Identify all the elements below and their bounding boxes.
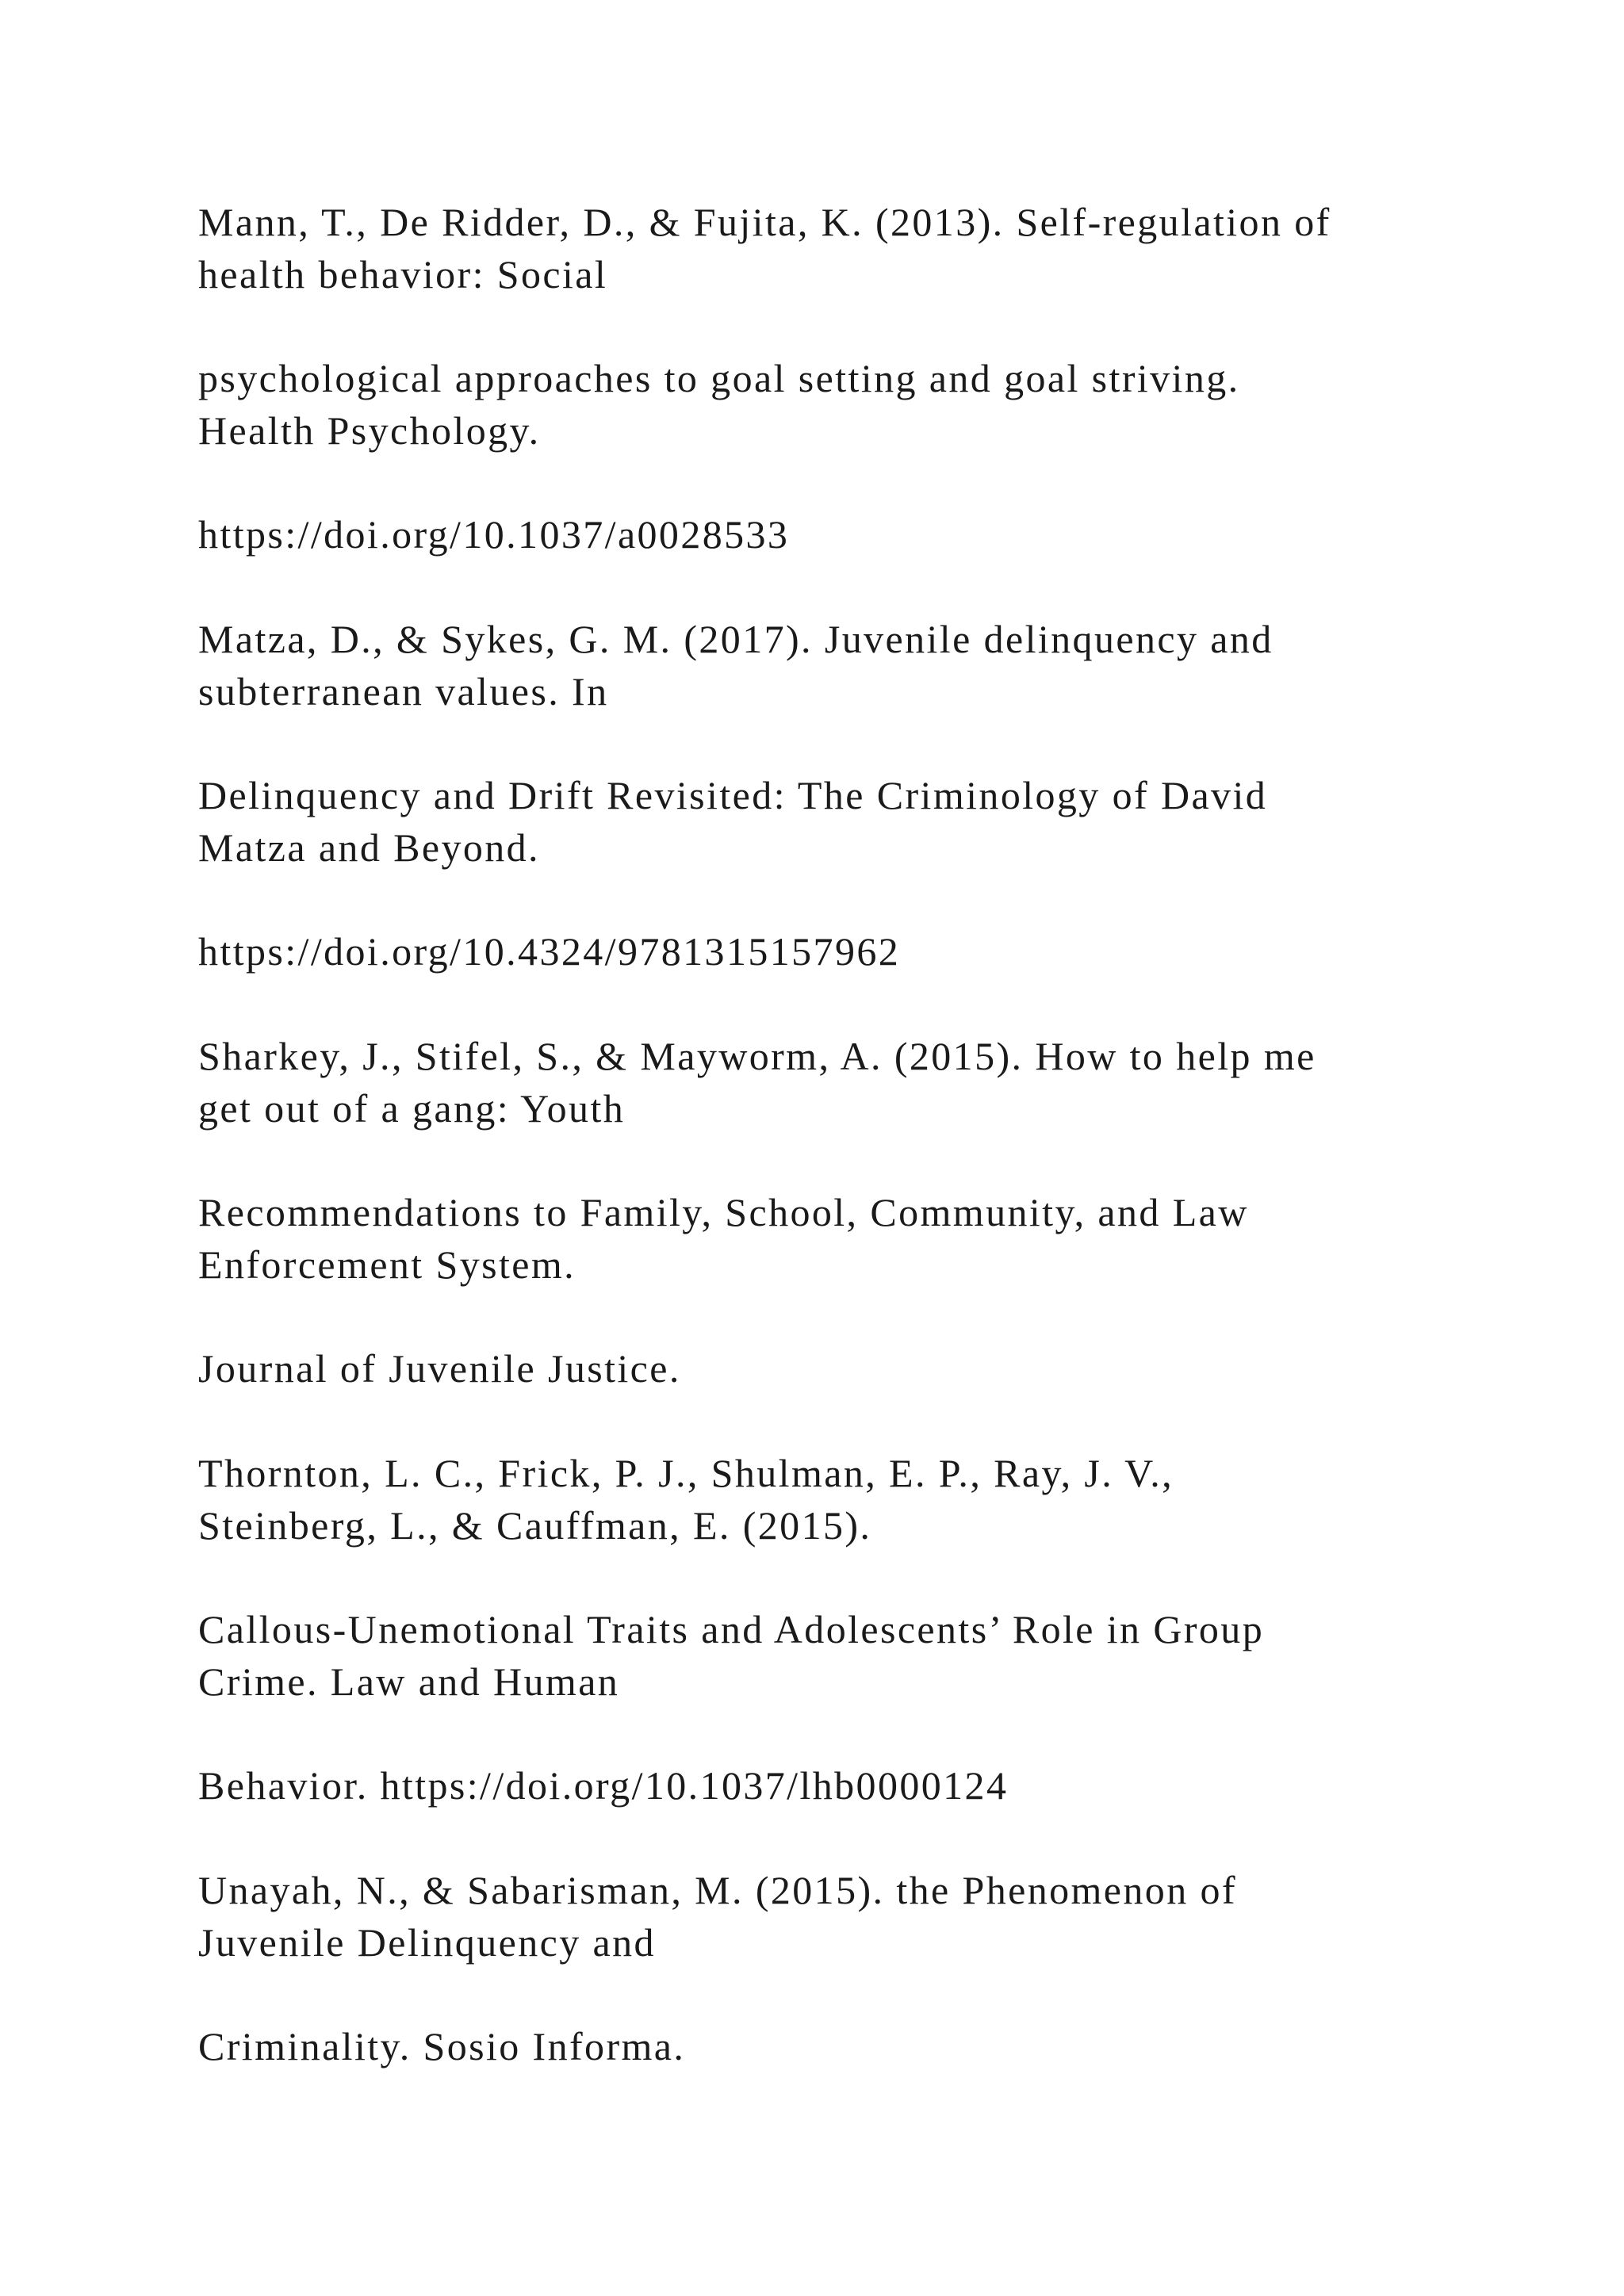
reference-unayah-part2 — [198, 2020, 1499, 2072]
reference-sharkey-part2 — [198, 1186, 1499, 1291]
text-line: Crime. Law and Human — [198, 1659, 620, 1704]
text-line: Callous-Unemotional Traits and Adolescents’ Role in Group — [198, 1607, 1265, 1651]
text-line: Delinquency and Drift Revisited: The Criminology of David — [198, 773, 1268, 817]
reference-mann-part2 — [198, 352, 1499, 457]
text-line: Behavior. https://doi.org/10.1037/lhb0000124 — [198, 1763, 1009, 1808]
text-line: https://doi.org/10.4324/9781315157962 — [198, 929, 901, 974]
reference-matza-doi — [198, 925, 1499, 978]
text-line: subterranean values. In — [198, 669, 609, 714]
text-line: Journal of Juvenile Justice. — [198, 1346, 681, 1391]
text-line: Health Psychology. — [198, 408, 541, 453]
text-line: Steinberg, L., & Cauffman, E. (2015). — [198, 1503, 872, 1548]
text-line: Recommendations to Family, School, Community, and Law — [198, 1190, 1249, 1234]
reference-matza-part1 — [198, 613, 1499, 718]
reference-matza-part2 — [198, 769, 1499, 874]
reference-mann-doi — [198, 508, 1499, 561]
text-line: Juvenile Delinquency and — [198, 1920, 656, 1965]
text-line: get out of a gang: Youth — [198, 1086, 626, 1131]
text-line: https://doi.org/10.1037/a0028533 — [198, 512, 790, 557]
text-line: Enforcement System. — [198, 1242, 576, 1287]
reference-sharkey-part1 — [198, 1030, 1499, 1135]
text-line: Matza, D., & Sykes, G. M. (2017). Juvenile delinquency and — [198, 617, 1274, 661]
reference-mann-part1 — [198, 196, 1499, 300]
reference-thornton-part2 — [198, 1603, 1499, 1708]
text-line: health behavior: Social — [198, 252, 608, 297]
text-line: Thornton, L. C., Frick, P. J., Shulman, E. P., Ray, J. V., — [198, 1451, 1174, 1495]
text-line: Unayah, N., & Sabarisman, M. (2015). the Phenomenon of — [198, 1868, 1237, 1912]
text-line: Mann, T., De Ridder, D., & Fujita, K. (2013). Self-regulation of — [198, 200, 1331, 244]
text-line: psychological approaches to goal setting and goal striving. — [198, 356, 1240, 400]
reference-thornton-doi — [198, 1759, 1499, 1812]
text-line: Sharkey, J., Stifel, S., & Mayworm, A. (2015). How to help me — [198, 1034, 1316, 1078]
text-line: Criminality. Sosio Informa. — [198, 2024, 686, 2068]
text-line: Matza and Beyond. — [198, 825, 540, 870]
reference-unayah-part1 — [198, 1864, 1499, 1969]
reference-sharkey-journal — [198, 1342, 1499, 1395]
reference-thornton-part1 — [198, 1447, 1499, 1552]
